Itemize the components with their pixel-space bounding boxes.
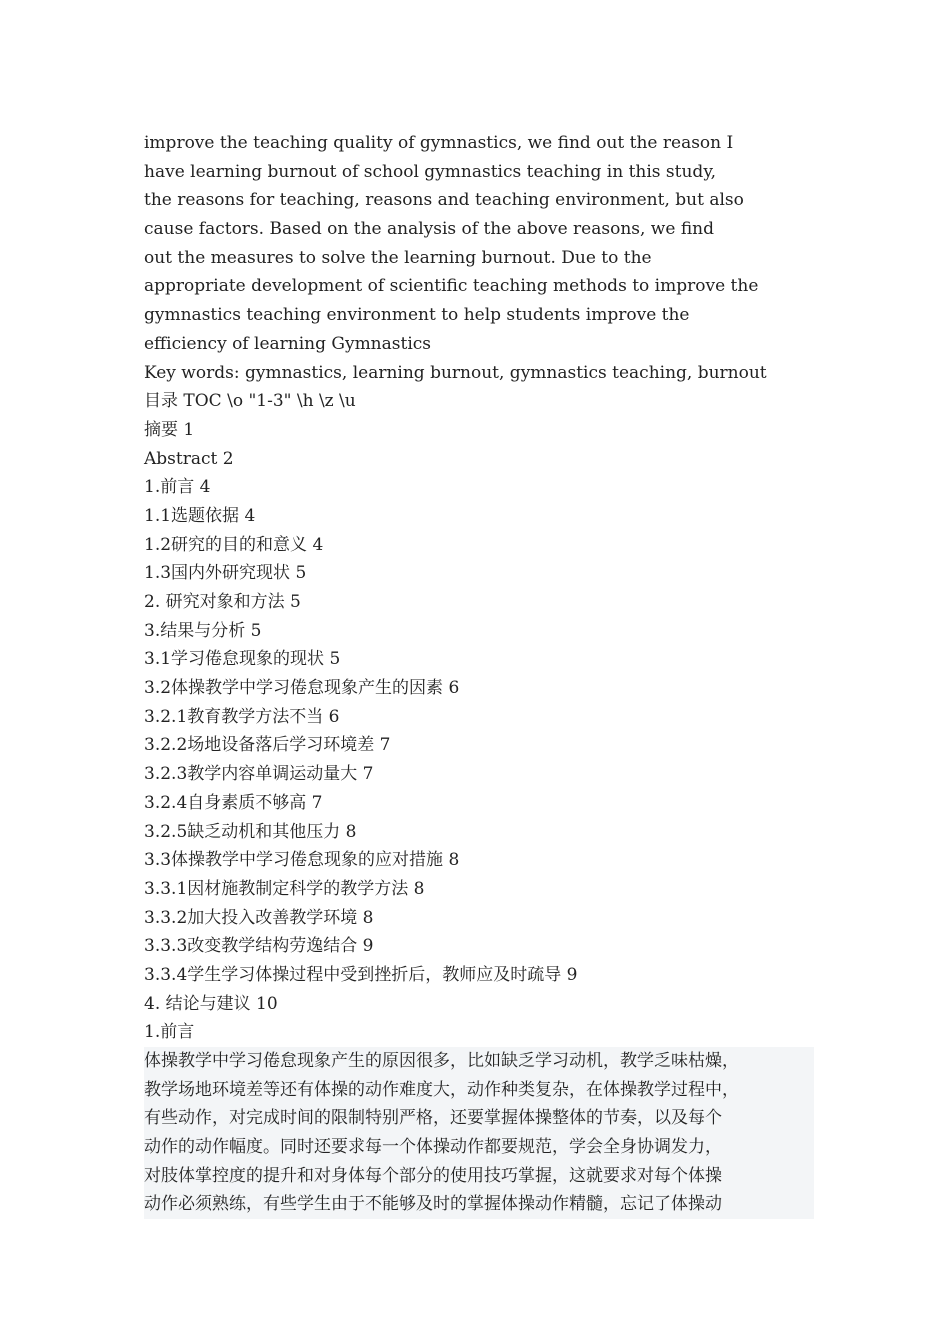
- toc-entry[interactable]: 3.2体操教学中学习倦怠现象产生的因素 6: [144, 678, 460, 699]
- toc-entry[interactable]: 摘要 1: [144, 419, 195, 440]
- abstract-line: appropriate development of scientific teaching methods to improve the: [144, 276, 759, 297]
- abstract-line: gymnastics teaching environment to help students improve the: [144, 305, 690, 326]
- toc-entry[interactable]: 4. 结论与建议 10: [144, 993, 278, 1014]
- abstract-line: have learning burnout of school gymnastics teaching in this study,: [144, 161, 717, 182]
- abstract-line: the reasons for teaching, reasons and teaching environment, but also: [144, 190, 744, 211]
- toc-field-code: 目录 TOC \o "1-3" \h \z \u: [144, 391, 356, 412]
- toc-entry[interactable]: 3.结果与分析 5: [144, 620, 262, 641]
- paragraph-line: 动作的动作幅度。同时还要求每一个体操动作都要规范，学会全身协调发力，: [144, 1133, 814, 1162]
- keywords-line: Key words: gymnastics, learning burnout, gymnastics teaching, burnout: [144, 362, 767, 383]
- paragraph-line: 教学场地环境差等还有体操的动作难度大，动作种类复杂，在体操教学过程中，: [144, 1076, 814, 1105]
- toc-entry[interactable]: 3.2.4自身素质不够高 7: [144, 792, 323, 813]
- toc-entry[interactable]: 3.3.4学生学习体操过程中受到挫折后，教师应及时疏导 9: [144, 964, 578, 985]
- section-heading: 1.前言: [144, 1022, 195, 1043]
- abstract-line: efficiency of learning Gymnastics: [144, 333, 432, 354]
- paragraph-line: 对肢体掌控度的提升和对身体每个部分的使用技巧掌握，这就要求对每个体操: [144, 1162, 814, 1191]
- introduction-section: [144, 1018, 814, 1219]
- toc-entry[interactable]: 3.3.1因材施教制定科学的教学方法 8: [144, 878, 425, 899]
- toc-entry[interactable]: Abstract 2: [144, 448, 234, 469]
- paragraph-line: 有些动作，对完成时间的限制特别严格，还要掌握体操整体的节奏，以及每个: [144, 1104, 814, 1133]
- english-abstract: [144, 129, 814, 387]
- abstract-line: improve the teaching quality of gymnastics, we find out the reason I: [144, 133, 734, 153]
- toc-entry[interactable]: 3.3.3改变教学结构劳逸结合 9: [144, 936, 374, 957]
- toc-entry[interactable]: 1.前言 4: [144, 477, 211, 498]
- toc-entry[interactable]: 3.3体操教学中学习倦怠现象的应对措施 8: [144, 850, 460, 871]
- abstract-line: out the measures to solve the learning burnout. Due to the: [144, 247, 652, 268]
- toc-entry[interactable]: 3.1学习倦怠现象的现状 5: [144, 649, 341, 670]
- document-body: [144, 129, 814, 1219]
- paragraph-line: 动作必须熟练，有些学生由于不能够及时的掌握体操动作精髓，忘记了体操动: [144, 1190, 814, 1219]
- toc-entry[interactable]: 3.2.3教学内容单调运动量大 7: [144, 764, 374, 785]
- toc-entry[interactable]: 1.3国内外研究现状 5: [144, 563, 307, 584]
- paragraph-line: 体操教学中学习倦怠现象产生的原因很多，比如缺乏学习动机，教学乏味枯燥，: [144, 1047, 814, 1076]
- toc-entry[interactable]: 3.3.2加大投入改善教学环境 8: [144, 907, 374, 928]
- toc-entry[interactable]: 3.2.1教育教学方法不当 6: [144, 706, 340, 727]
- toc-entry[interactable]: 1.1选题依据 4: [144, 505, 256, 526]
- toc-entry[interactable]: 1.2研究的目的和意义 4: [144, 534, 324, 555]
- toc-entry[interactable]: 2. 研究对象和方法 5: [144, 592, 301, 612]
- table-of-contents: [144, 387, 814, 1018]
- abstract-line: cause factors. Based on the analysis of the above reasons, we find: [144, 219, 714, 240]
- toc-entry[interactable]: 3.2.2场地设备落后学习环境差 7: [144, 735, 391, 756]
- toc-entry[interactable]: 3.2.5缺乏动机和其他压力 8: [144, 821, 357, 842]
